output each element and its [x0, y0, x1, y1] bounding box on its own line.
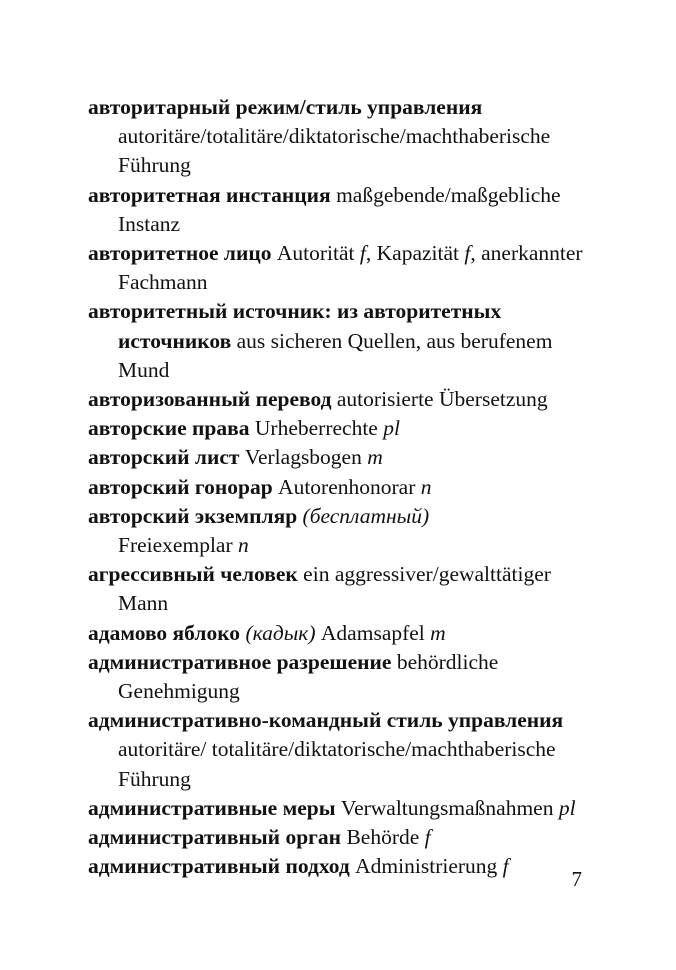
- dictionary-page: [88, 93, 588, 881]
- dictionary-entry: [88, 502, 588, 560]
- translation: Verlagsbogen: [244, 445, 362, 470]
- grammar-label: f: [359, 241, 366, 266]
- grammar-label: n: [238, 533, 249, 558]
- usage-note: (кадык): [245, 620, 316, 645]
- headword: административный подход: [88, 854, 350, 879]
- headword: административное разрешение: [88, 649, 392, 674]
- page-number: 7: [571, 867, 582, 891]
- grammar-label: m: [367, 445, 383, 470]
- headword: авторский экземпляр: [88, 503, 298, 528]
- dictionary-entry: [88, 619, 588, 648]
- dictionary-entry: [88, 794, 588, 823]
- translation: Adamsapfel: [320, 620, 425, 645]
- translation: , anerkannter Fachmann: [118, 241, 583, 295]
- translation: Urheberrechte: [254, 416, 378, 441]
- translation: ein aggressiver/gewalttätiger Mann: [118, 562, 551, 616]
- grammar-label: f: [502, 854, 509, 879]
- translation: autoritäre/ totalitäre/diktatorische/machthaberische Führung: [118, 737, 556, 791]
- headword: авторские права: [88, 416, 250, 441]
- grammar-label: m: [430, 620, 446, 645]
- translation: maßgebende/maßgebliche Instanz: [118, 182, 561, 236]
- headword: авторский лист: [88, 445, 240, 470]
- grammar-label: pl: [558, 795, 576, 820]
- headword: административные меры: [88, 795, 336, 820]
- translation: autoritäre/totalitäre/diktatorische/machthaberische Führung: [118, 124, 551, 178]
- headword: адамово яблоко: [88, 620, 241, 645]
- dictionary-entry: [88, 560, 588, 618]
- dictionary-entry: [88, 823, 588, 852]
- dictionary-entry: [88, 443, 588, 472]
- translation: Administrierung: [355, 854, 498, 879]
- dictionary-entry: [88, 297, 588, 385]
- dictionary-entry: [88, 181, 588, 239]
- headword: авторитетное лицо: [88, 241, 272, 266]
- usage-note: (бесплатный): [302, 503, 430, 528]
- grammar-label: f: [424, 825, 431, 850]
- dictionary-entry: [88, 93, 588, 181]
- translation: aus sicheren Quellen, aus berufenem Mund: [118, 328, 553, 382]
- translation: behördliche Genehmigung: [118, 649, 499, 704]
- dictionary-entry: [88, 414, 588, 443]
- translation: Behörde: [346, 825, 420, 850]
- headword: административно-командный стиль управления: [88, 708, 564, 733]
- headword: авторитарный режим/стиль управления: [88, 95, 483, 119]
- dictionary-entry: [88, 706, 588, 794]
- dictionary-entry: [88, 239, 588, 297]
- headword: административный орган: [88, 825, 342, 850]
- dictionary-entry: [88, 648, 588, 706]
- translation: , Kapazität: [365, 241, 459, 266]
- grammar-label: pl: [383, 416, 400, 441]
- translation: Autorenhonorar: [278, 474, 416, 499]
- headword: авторский гонорар: [88, 474, 273, 499]
- translation: Verwaltungsmaßnahmen: [340, 795, 554, 820]
- headword: авторитетная инстанция: [88, 182, 331, 207]
- headword: агрессивный человек: [88, 562, 298, 587]
- dictionary-entry: [88, 852, 588, 881]
- dictionary-entry: [88, 473, 588, 502]
- dictionary-entry: [88, 385, 588, 414]
- grammar-label: f: [464, 241, 471, 266]
- translation: Autorität: [276, 241, 355, 266]
- grammar-label: n: [420, 474, 432, 499]
- translation: Freiexemplar: [118, 533, 233, 558]
- headword: авторизованный перевод: [88, 387, 332, 412]
- headword: авторитетный источник: из авторитетных источников: [88, 299, 502, 353]
- translation: autorisierte Übersetzung: [336, 387, 548, 412]
